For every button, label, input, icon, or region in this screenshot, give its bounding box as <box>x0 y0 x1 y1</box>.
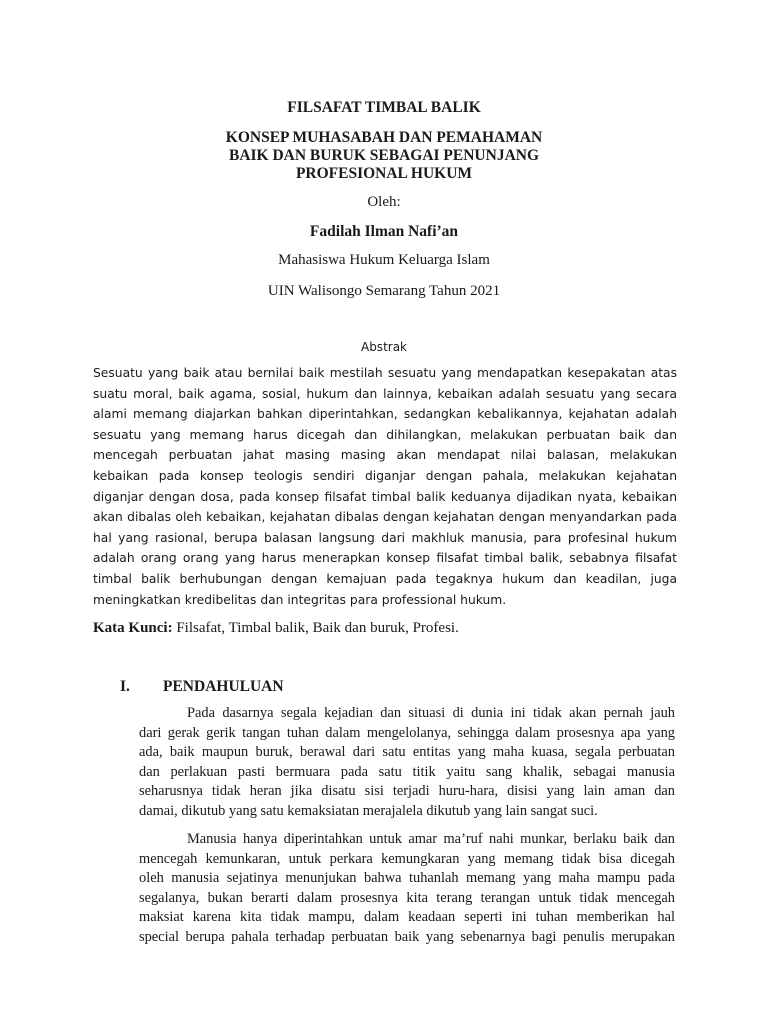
abstract-line: timbal balik berhubungan dengan kemajuan pada tegaknya hukum dan keadilan, juga <box>93 571 677 586</box>
section-paragraph <box>139 704 675 822</box>
abstract-line: akan dibalas oleh kebaikan, kejahatan dibalas dengan kejahatan dengan menyandarkan pada <box>93 510 677 525</box>
author-name: Fadilah Ilman Nafi’an <box>309 223 459 240</box>
keywords-label: Kata Kunci: <box>93 620 173 636</box>
paragraph-line: Pada dasarnya segala kejadian dan situasi di dunia ini tidak akan pernah jauh <box>187 705 675 721</box>
section-paragraph <box>139 830 675 948</box>
keywords <box>93 620 459 637</box>
paragraph-line: seharusnya tidak heran jika disatu sisi terjadi huru-hara, disisi yang lain aman dan <box>139 783 675 800</box>
paragraph-line: Manusia hanya diperintahkan untuk amar ma’ruf nahi munkar, berlaku baik dan <box>187 831 675 847</box>
paragraph-line: segalanya, bukan berarti dalam prosesnya kita terang terangan untuk tidak mencegah <box>139 889 675 906</box>
paragraph-line: dan perlakuan pasti bermuara pada satu titik yaitu sang khalik, sebagai manusia <box>139 763 675 780</box>
abstract-line: alami memang diajarkan bahkan diperintahkan, sedangkan kebalikannya, kejahatan adalah <box>93 407 677 422</box>
abstract-line: suatu moral, baik agama, sosial, hukum dan lainnya, kebaikan adalah sesuatu yang secara <box>93 386 677 401</box>
keywords-value: Filsafat, Timbal balik, Baik dan buruk, Profesi. <box>172 620 459 636</box>
abstract-line: hal yang rasional, berupa balasan langsung dari makhluk manusia, para profesinal hukum <box>93 530 677 545</box>
paragraph-line: mencegah kemunkaran, untuk perkara kemungkaran yang memang tidak bisa dicegah <box>139 850 675 867</box>
paragraph-line: damai, dikutub yang satu kemaksiatan merajalela dikutub yang lain sangat suci. <box>139 802 598 819</box>
author-affiliation-program: Mahasiswa Hukum Keluarga Islam <box>278 252 490 268</box>
abstract-line: mencegah perbuatan jahat masing masing akan mendapat nilai balasan, melakukan <box>93 448 677 463</box>
abstract-line: sesuatu yang memang harus dicegah dan dihilangkan, melakukan perbuatan baik dan <box>93 427 677 442</box>
section-title: PENDAHULUAN <box>163 678 284 695</box>
abstract-line: meningkatkan kredibelitas dan integritas para professional hukum. <box>93 592 507 607</box>
abstract-body <box>93 363 677 610</box>
paragraph-line: dari gerak gerik tangan tuhan dalam mengelolanya, sehingga dalam prosesnya apa yang <box>139 724 675 741</box>
abstract-heading: Abstrak <box>360 340 408 354</box>
by-label: Oleh: <box>367 194 401 210</box>
abstract-line: adalah orang orang yang harus menerapkan konsep filsafat timbal balik, sebabnya filsafat <box>93 551 677 566</box>
subtitle-line: KONSEP MUHASABAH DAN PEMAHAMAN <box>225 129 543 146</box>
document-subtitle <box>0 129 768 183</box>
paragraph-line: special berupa pahala terhadap perbuatan baik yang sebenarnya bagi penulis merupakan <box>139 928 675 945</box>
document-title: FILSAFAT TIMBAL BALIK <box>287 99 481 116</box>
abstract-line: diganjar dengan dosa, pada konsep filsafat timbal balik keduanya dijadikan nyata, kebaikan <box>93 489 677 504</box>
paragraph-line: oleh manusia sejatinya menunjukan bahwa tuhanlah memang yang maha mampu pada <box>139 870 675 887</box>
paragraph-line: maksiat karena kita tidak mampu, dalam keadaan seperti ini tuhan memberikan hal <box>139 909 675 926</box>
subtitle-line: BAIK DAN BURUK SEBAGAI PENUNJANG <box>228 147 540 164</box>
subtitle-line: PROFESIONAL HUKUM <box>295 165 473 182</box>
abstract-line: kebaikan pada konsep teologis sendiri diganjar dengan pahala, melakukan kejahatan <box>93 468 677 483</box>
author-affiliation-university: UIN Walisongo Semarang Tahun 2021 <box>267 283 501 299</box>
section-number: I. <box>120 678 130 695</box>
abstract-line: Sesuatu yang baik atau bernilai baik mestilah sesuatu yang mendapatkan kesepakatan atas <box>93 366 677 380</box>
paragraph-line: ada, baik maupun buruk, berawal dari satu entitas yang maha kuasa, segala perbuatan <box>139 744 675 761</box>
